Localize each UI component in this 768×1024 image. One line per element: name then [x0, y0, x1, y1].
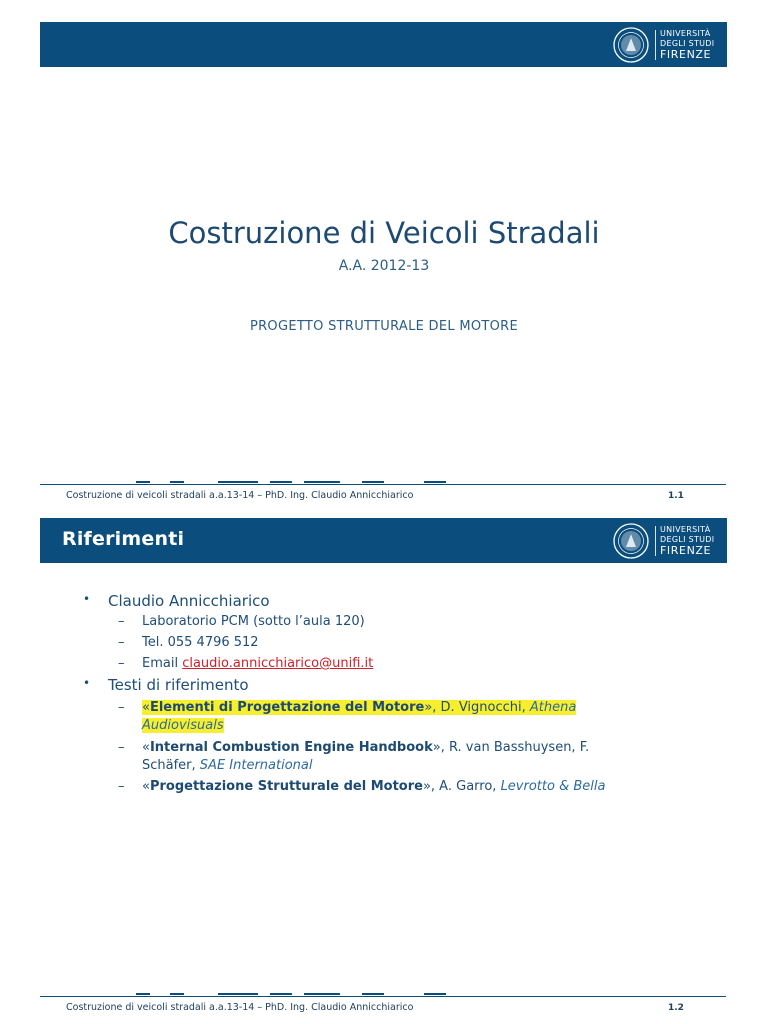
publisher: Athena [529, 700, 577, 715]
slide-2 [0, 512, 768, 1024]
university-logo [612, 26, 724, 64]
lab-text: Laboratorio PCM (sotto l’aula 120) [142, 614, 365, 629]
bullet-text: Testi di riferimento [108, 676, 249, 694]
reference-author: », A. Garro, [422, 779, 501, 794]
reference-2 [142, 739, 589, 775]
highlighted-reference [142, 700, 576, 733]
dash-icon: – [118, 635, 125, 650]
university-seal-icon [612, 522, 650, 560]
email-link[interactable]: claudio.annicchiarico@unifi.it [182, 656, 374, 671]
quote-open: « [142, 700, 150, 715]
logo-line-2: DEGLI STUDI [660, 535, 715, 544]
logo-divider [655, 30, 656, 60]
logo-line-3: FIRENZE [660, 48, 712, 61]
slide-topic: PROGETTO STRUTTURALE DEL MOTORE [249, 319, 519, 334]
list-item [83, 676, 249, 694]
logo-line-1: UNIVERSITÀ [660, 29, 711, 38]
logo-text [660, 29, 714, 61]
book-title: Elementi di Progettazione del Motore [149, 700, 425, 715]
reference-author: », R. van Basshuysen, F. [432, 740, 590, 755]
page-number: 1.2 [668, 1003, 684, 1013]
footer-divider [40, 996, 726, 997]
phone-text: Tel. 055 4796 512 [142, 635, 259, 650]
footer-divider [40, 484, 726, 485]
university-logo [612, 522, 724, 560]
publisher: SAE International [199, 758, 313, 773]
university-seal-icon [612, 26, 650, 64]
footer-text: Costruzione di veicoli stradali a.a.13-14 – PhD. Ing. Claudio Annicchiarico [66, 1002, 414, 1013]
quote-open: « [142, 779, 150, 794]
logo-line-1: UNIVERSITÀ [660, 525, 711, 534]
header-bar [40, 518, 727, 563]
book-title: Progettazione Strutturale del Motore [149, 779, 423, 794]
page-number: 1.1 [668, 491, 684, 501]
dash-icon: – [118, 779, 125, 794]
logo-text [660, 525, 714, 557]
reference-author: », D. Vignocchi, [424, 700, 530, 715]
reference-3 [142, 778, 605, 796]
email-row [142, 655, 373, 673]
header-bar [40, 22, 727, 67]
bullet-icon: • [83, 592, 91, 606]
dash-icon: – [118, 700, 125, 715]
book-title: Internal Combustion Engine Handbook [149, 740, 433, 755]
quote-open: « [142, 740, 150, 755]
bullet-text: Claudio Annicchiarico [108, 592, 270, 610]
logo-line-3: FIRENZE [660, 544, 712, 557]
dash-icon: – [118, 614, 125, 629]
academic-year: A.A. 2012-13 [338, 258, 430, 274]
dash-icon: – [118, 740, 125, 755]
reference-1 [142, 699, 576, 735]
reference-author: Schäfer, [142, 758, 200, 773]
dash-icon: – [118, 656, 125, 671]
logo-divider [655, 526, 656, 556]
bullet-icon: • [83, 676, 91, 690]
list-item [83, 592, 270, 610]
slide-title: Costruzione di Veicoli Stradali [168, 216, 600, 250]
email-label: Email [142, 656, 183, 671]
slide-heading: Riferimenti [62, 528, 185, 550]
logo-line-2: DEGLI STUDI [660, 39, 715, 48]
publisher: Audiovisuals [142, 718, 224, 733]
publisher: Levrotto & Bella [500, 779, 606, 794]
footer-text: Costruzione di veicoli stradali a.a.13-14 – PhD. Ing. Claudio Annicchiarico [66, 490, 414, 501]
